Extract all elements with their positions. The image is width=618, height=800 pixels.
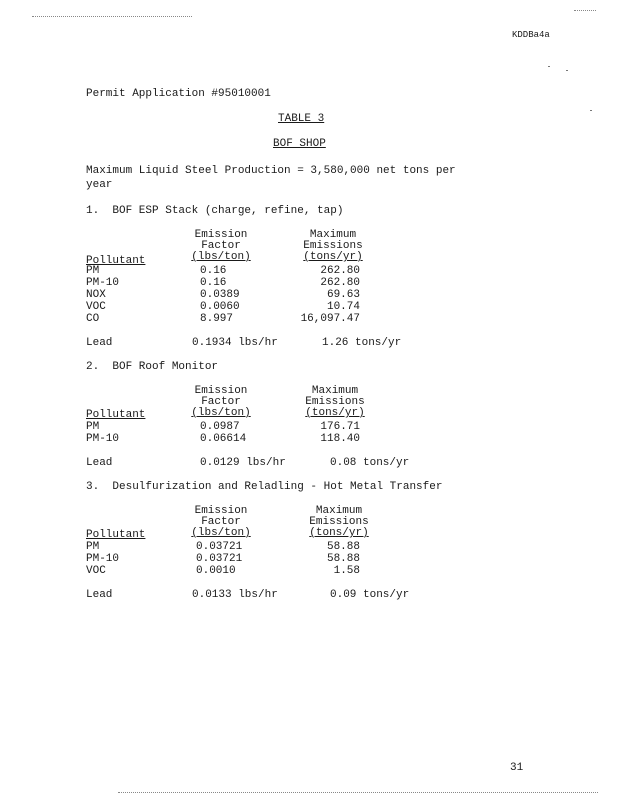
scan-speck bbox=[590, 110, 592, 111]
scan-artifact-bottom bbox=[118, 792, 598, 794]
max-emissions: 69.63 bbox=[326, 289, 360, 301]
shop-title: BOF SHOP bbox=[273, 138, 326, 150]
max-emissions: 118.40 bbox=[320, 433, 360, 445]
emission-factor: 0.0060 bbox=[200, 301, 240, 313]
emission-factor: 0.0987 bbox=[200, 421, 240, 433]
col-header-lbs-ton: (lbs/ton) bbox=[191, 527, 251, 539]
lead-tons: 0.08 tons/yr bbox=[330, 457, 410, 469]
col-header-maximum: Maximum bbox=[309, 229, 357, 241]
max-emissions: 16,097.47 bbox=[300, 313, 360, 325]
pollutant-name: NOX bbox=[86, 289, 106, 301]
lead-rate: 0.1934 lbs/hr bbox=[192, 337, 278, 349]
max-emissions: 10.74 bbox=[326, 301, 360, 313]
col-header-pollutant: Pollutant bbox=[86, 255, 146, 267]
table-label: TABLE 3 bbox=[278, 113, 325, 125]
emission-factor: 0.16 bbox=[200, 277, 227, 289]
production-line-2: year bbox=[86, 179, 113, 191]
col-header-emission: Emission bbox=[194, 505, 248, 517]
pollutant-name: PM bbox=[86, 421, 100, 433]
max-emissions: 262.80 bbox=[320, 277, 360, 289]
col-header-pollutant: Pollutant bbox=[86, 529, 146, 541]
max-emissions: 58.88 bbox=[326, 541, 360, 553]
pollutant-name: PM-10 bbox=[86, 433, 120, 445]
lead-label: Lead bbox=[86, 589, 113, 601]
pollutant-name: VOC bbox=[86, 301, 106, 313]
col-header-emission: Emission bbox=[194, 229, 248, 241]
lead-rate: 0.0129 lbs/hr bbox=[200, 457, 286, 469]
lead-rate: 0.0133 lbs/hr bbox=[192, 589, 278, 601]
section-title: 1. BOF ESP Stack (charge, refine, tap) bbox=[86, 205, 344, 217]
scan-artifact-top bbox=[32, 16, 192, 18]
col-header-maximum: Maximum bbox=[315, 505, 363, 517]
lead-label: Lead bbox=[86, 337, 113, 349]
max-emissions: 176.71 bbox=[320, 421, 360, 433]
col-header-maximum: Maximum bbox=[311, 385, 359, 397]
emission-factor: 0.03721 bbox=[196, 541, 243, 553]
pollutant-name: PM-10 bbox=[86, 277, 120, 289]
col-header-emission: Emission bbox=[194, 385, 248, 397]
col-header-factor: Factor bbox=[201, 240, 241, 252]
lead-label: Lead bbox=[86, 457, 113, 469]
scan-artifact-top-right bbox=[574, 10, 596, 12]
scan-speck bbox=[548, 66, 550, 67]
max-emissions: 262.80 bbox=[320, 265, 360, 277]
col-header-lbs-ton: (lbs/ton) bbox=[191, 251, 251, 263]
section-title: 2. BOF Roof Monitor bbox=[86, 361, 219, 373]
col-header-emissions: Emissions bbox=[309, 516, 369, 528]
pollutant-name: CO bbox=[86, 313, 100, 325]
col-header-tons-yr: (tons/yr) bbox=[309, 527, 369, 539]
emission-factor: 0.0010 bbox=[196, 565, 236, 577]
emission-factor: 0.03721 bbox=[196, 553, 243, 565]
col-header-emissions: Emissions bbox=[303, 240, 363, 252]
max-emissions: 58.88 bbox=[326, 553, 360, 565]
col-header-tons-yr: (tons/yr) bbox=[305, 407, 365, 419]
pollutant-name: PM bbox=[86, 265, 100, 277]
emission-factor: 8.997 bbox=[200, 313, 234, 325]
lead-tons: 0.09 tons/yr bbox=[330, 589, 410, 601]
col-header-factor: Factor bbox=[201, 516, 241, 528]
emission-factor: 0.16 bbox=[200, 265, 227, 277]
col-header-pollutant: Pollutant bbox=[86, 409, 146, 421]
production-line-1: Maximum Liquid Steel Production = 3,580,000 net tons per bbox=[86, 165, 456, 177]
max-emissions: 1.58 bbox=[333, 565, 360, 577]
col-header-tons-yr: (tons/yr) bbox=[303, 251, 363, 263]
section-title: 3. Desulfurization and Reladling - Hot Metal Transfer bbox=[86, 481, 443, 493]
permit-number: Permit Application #95010001 bbox=[86, 88, 271, 100]
emission-factor: 0.06614 bbox=[200, 433, 247, 445]
page-number: 31 bbox=[510, 762, 524, 774]
lead-tons: 1.26 tons/yr bbox=[322, 337, 402, 349]
pollutant-name: VOC bbox=[86, 565, 106, 577]
pollutant-name: PM bbox=[86, 541, 100, 553]
col-header-factor: Factor bbox=[201, 396, 241, 408]
col-header-lbs-ton: (lbs/ton) bbox=[191, 407, 251, 419]
header-code: KDDBa4a bbox=[512, 30, 550, 40]
col-header-emissions: Emissions bbox=[305, 396, 365, 408]
scan-speck bbox=[566, 70, 568, 71]
pollutant-name: PM-10 bbox=[86, 553, 120, 565]
emission-factor: 0.0389 bbox=[200, 289, 240, 301]
